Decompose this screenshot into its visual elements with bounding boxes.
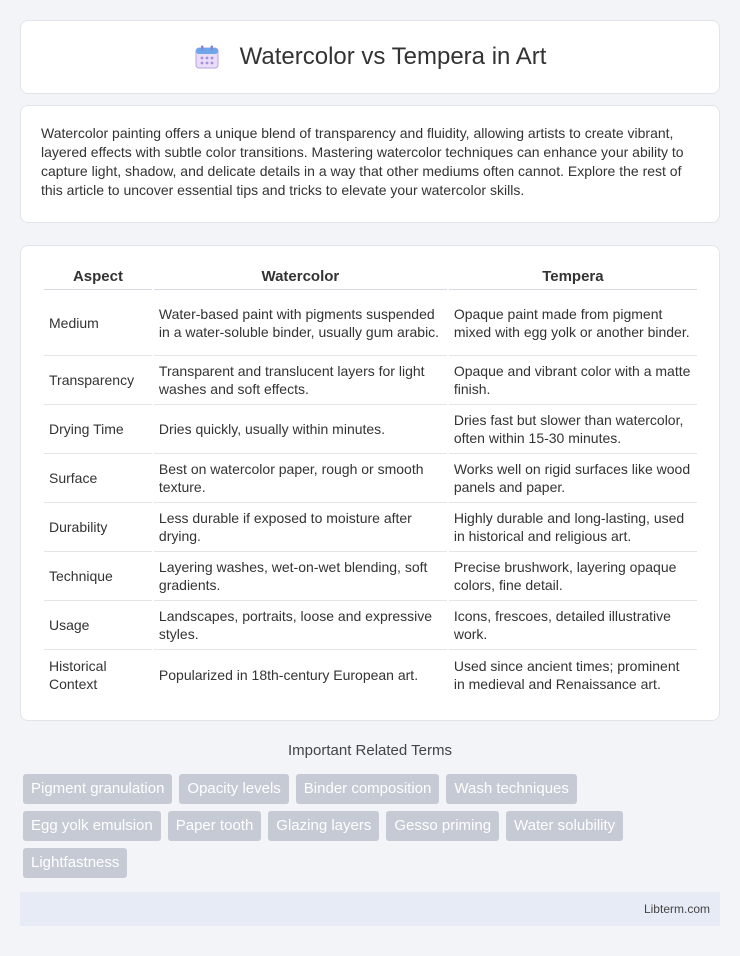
tempera-cell: Highly durable and long-lasting, used in historical and religious art.	[449, 503, 697, 552]
aspect-cell: Usage	[44, 601, 152, 650]
tempera-cell: Works well on rigid surfaces like wood panels and paper.	[449, 454, 697, 503]
table-row	[44, 356, 697, 405]
tempera-cell: Precise brushwork, layering opaque colors, fine detail.	[449, 552, 697, 601]
watercolor-cell: Transparent and translucent layers for light washes and soft effects.	[154, 356, 447, 405]
table-row	[44, 405, 697, 454]
tempera-cell: Opaque paint made from pigment mixed with egg yolk or another binder.	[449, 290, 697, 356]
table-row	[44, 454, 697, 503]
aspect-cell: Transparency	[44, 356, 152, 405]
tag-opacity-levels[interactable]: Opacity levels	[179, 774, 288, 804]
footer-site-link[interactable]: Libterm.com	[643, 902, 710, 916]
table-row	[44, 601, 697, 650]
tempera-cell: Opaque and vibrant color with a matte finish.	[449, 356, 697, 405]
tag-gesso-priming[interactable]: Gesso priming	[386, 811, 499, 841]
tag-wash-techniques[interactable]: Wash techniques	[446, 774, 577, 804]
watercolor-cell: Landscapes, portraits, loose and expressive styles.	[154, 601, 447, 650]
watercolor-cell: Less durable if exposed to moisture after drying.	[154, 503, 447, 552]
tempera-cell: Icons, frescoes, detailed illustrative work.	[449, 601, 697, 650]
aspect-cell: Technique	[44, 552, 152, 601]
intro-paragraph: Watercolor painting offers a unique blend of transparency and fluidity, allowing artists to create vibrant, layered effects with subtle color transitions. Mastering watercolor techniques can enhance your ability to capture light, shadow, and delicate details in a way that other mediums often cannot. Explore the rest of this article to uncover essential tips and tricks to elevate your watercolor skills.	[41, 125, 684, 198]
aspect-cell: Drying Time	[44, 405, 152, 454]
watercolor-cell: Best on watercolor paper, rough or smooth texture.	[154, 454, 447, 503]
tag-glazing-layers[interactable]: Glazing layers	[268, 811, 379, 841]
header-card	[20, 20, 720, 94]
watercolor-cell: Dries quickly, usually within minutes.	[154, 405, 447, 454]
tag-egg-yolk-emulsion[interactable]: Egg yolk emulsion	[23, 811, 161, 841]
footer	[20, 892, 720, 926]
aspect-cell: Historical Context	[49, 657, 107, 692]
tag-paper-tooth[interactable]: Paper tooth	[168, 811, 262, 841]
comparison-table-card	[20, 245, 720, 721]
watercolor-cell: Popularized in 18th-century European art.	[158, 666, 419, 683]
calendar-icon	[194, 44, 220, 70]
column-header-watercolor: Watercolor	[154, 264, 447, 290]
table-row	[44, 503, 697, 552]
page-title: Watercolor vs Tempera in Art	[239, 43, 547, 70]
aspect-cell: Medium	[44, 290, 152, 356]
related-terms-tags	[23, 774, 723, 885]
tag-water-solubility[interactable]: Water solubility	[506, 811, 623, 841]
aspect-cell: Durability	[44, 503, 152, 552]
tag-pigment-granulation[interactable]: Pigment granulation	[23, 774, 172, 804]
table-row	[44, 650, 697, 699]
table-row	[44, 552, 697, 601]
watercolor-cell: Layering washes, wet-on-wet blending, soft gradients.	[154, 552, 447, 601]
watercolor-cell: Water-based paint with pigments suspended in a water-soluble binder, usually gum arabic.	[154, 290, 447, 356]
related-terms-heading: Important Related Terms	[288, 742, 452, 759]
column-header-tempera: Tempera	[449, 264, 697, 290]
table-header-row	[44, 264, 697, 290]
tag-binder-composition[interactable]: Binder composition	[296, 774, 440, 804]
aspect-cell: Surface	[44, 454, 152, 503]
tempera-cell: Used since ancient times; prominent in medieval and Renaissance art.	[453, 657, 680, 692]
table-row	[44, 290, 697, 356]
tempera-cell: Dries fast but slower than watercolor, often within 15-30 minutes.	[449, 405, 697, 454]
column-header-aspect: Aspect	[44, 264, 152, 290]
tag-lightfastness[interactable]: Lightfastness	[23, 848, 127, 878]
comparison-table	[42, 264, 699, 699]
intro-card	[20, 105, 720, 223]
